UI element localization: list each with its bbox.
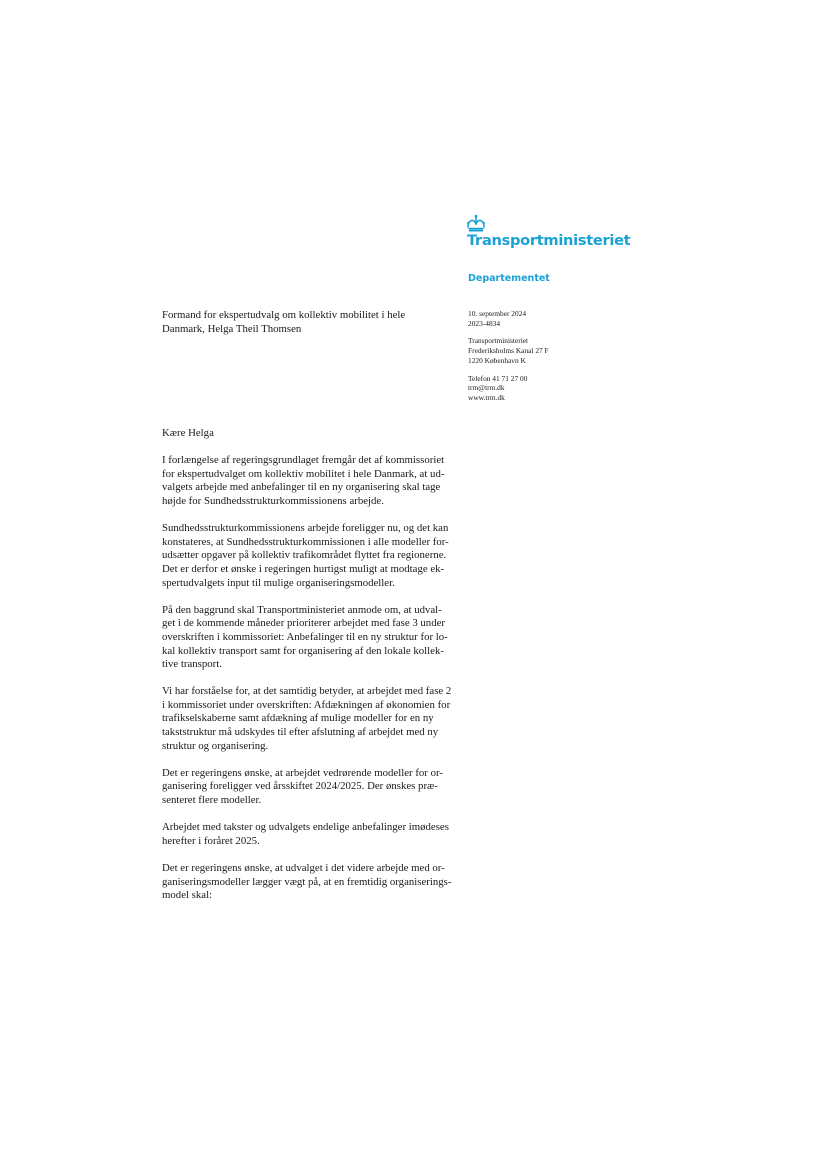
paragraph-line: spertudvalgets input til mulige organiseringsmodeller. [162, 576, 395, 589]
paragraph [162, 767, 462, 808]
paragraph-line: Det er regeringens ønske, at arbejdet vedrørende modeller for or- [162, 766, 443, 779]
paragraph-line: ganiseringsmodeller lægger vægt på, at en fremtidig organiserings- [162, 875, 452, 888]
sender-address [468, 336, 549, 366]
recipient-address [162, 309, 462, 336]
address-line: Transportministeriet [468, 336, 529, 346]
date-block [468, 309, 549, 329]
paragraph-line: I forlængelse af regeringsgrundlaget fremgår det af kommissoriet [162, 454, 445, 467]
paragraph-line: konstateres, at Sundhedsstrukturkommissionen i alle modeller for- [162, 535, 449, 548]
website: www.trm.dk [468, 393, 505, 403]
letter-body [162, 427, 462, 916]
letter-date: 10. september 2024 [468, 309, 527, 318]
paragraph-line: Sundhedsstrukturkommissionens arbejde foreligger nu, og det kan [162, 522, 449, 535]
paragraph-line: Vi har forståelse for, at det samtidig betyder, at arbejdet med fase 2 [162, 685, 452, 698]
paragraph-line: herefter i foråret 2025. [162, 834, 260, 847]
paragraph-line: trafikselskaberne samt afdækning af mulige modeller for en ny [162, 712, 434, 725]
paragraph [162, 522, 462, 590]
paragraph-line: get i de kommende måneder prioriterer arbejdet med fase 3 under [162, 617, 445, 630]
contact-info [468, 374, 549, 404]
paragraph [162, 454, 462, 508]
paragraph-line: kal kollektiv transport samt for organisering af den lokale kollek- [162, 644, 444, 657]
paragraph-line: udsætter opgaver på kollektiv trafikområdet flyttet fra regionerne. [162, 549, 447, 562]
greeting [162, 427, 462, 441]
department-label: Departementet [468, 273, 550, 284]
ministry-name: Transportministeriet [467, 232, 631, 249]
paragraph-line: valgets arbejde med anbefalinger til en ny organisering skal tage [162, 481, 441, 494]
recipient-line: Danmark, Helga Theil Thomsen [162, 322, 302, 335]
paragraph-line: Det er derfor et ønske i regeringen hurtigst muligt at modtage ek- [162, 562, 445, 575]
recipient-line: Formand for ekspertudvalg om kollektiv mobilitet i hele [162, 309, 406, 321]
paragraph [162, 685, 462, 753]
letter-meta [468, 309, 549, 411]
paragraph [162, 604, 462, 672]
paragraph-line: i kommissoriet under overskriften: Afdækningen af økonomien for [162, 698, 451, 711]
paragraph-line: senteret flere modeller. [162, 794, 262, 807]
greeting-text: Kære Helga [162, 427, 214, 439]
paragraph-line: Det er regeringens ønske, at udvalget i det videre arbejde med or- [162, 862, 445, 874]
ministry-logo [466, 214, 636, 254]
email-address: trm@trm.dk [468, 383, 505, 393]
paragraph-line: Arbejdet med takster og udvalgets endelige anbefalinger imødeses [162, 821, 449, 834]
crown-icon [466, 214, 486, 232]
paragraph-line: struktur og organisering. [162, 739, 269, 752]
case-number: 2023-4834 [468, 318, 501, 328]
paragraph-line: ganisering foreligger ved årsskiftet 2024/2025. Der ønskes præ- [162, 780, 438, 793]
address-line: 1220 København K [468, 356, 526, 366]
address-line: Frederiksholms Kanal 27 F [468, 346, 549, 356]
paragraph-line: højde for Sundhedsstrukturkommissionens arbejde. [162, 494, 384, 507]
paragraph-line: for ekspertudvalget om kollektiv mobilitet i hele Danmark, at ud- [162, 467, 445, 480]
paragraph-line: På den baggrund skal Transportministeriet anmode om, at udval- [162, 603, 442, 616]
phone-number: Telefon 41 71 27 00 [468, 373, 528, 383]
paragraph [162, 862, 462, 903]
paragraph-line: tive transport. [162, 658, 222, 671]
paragraph-line: takststruktur må udskydes til efter afslutning af arbejdet med ny [162, 726, 439, 739]
paragraph [162, 821, 462, 848]
paragraph-line: overskriften i kommissoriet: Anbefalinger til en ny struktur for lo- [162, 630, 448, 643]
paragraph-line: model skal: [162, 889, 213, 902]
letter-paragraphs [162, 454, 462, 903]
